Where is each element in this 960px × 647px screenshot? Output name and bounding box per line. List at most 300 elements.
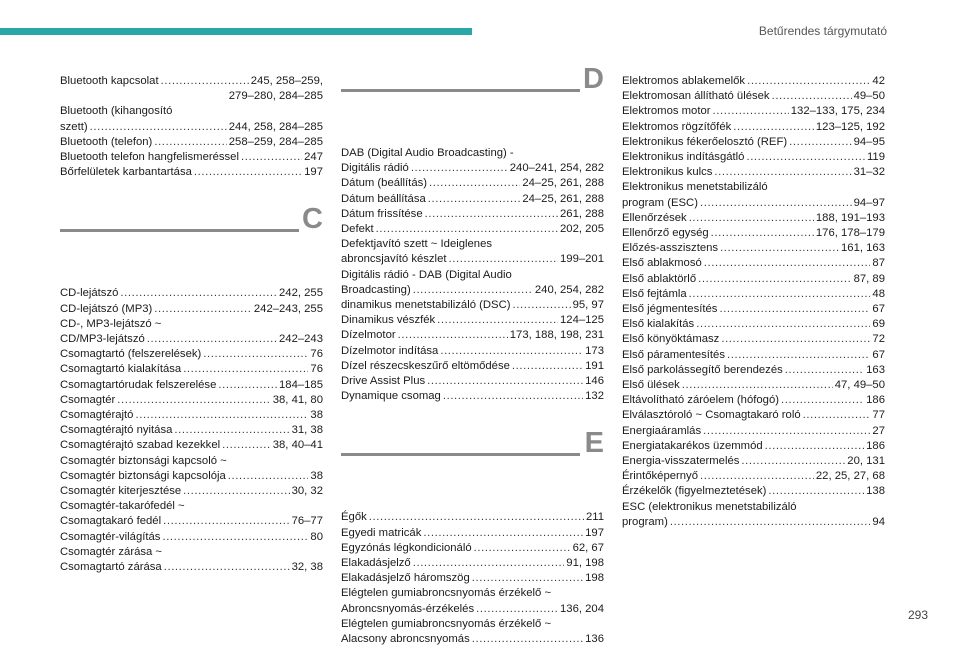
index-term: Bluetooth (kihangosító (60, 105, 173, 118)
dot-leader (376, 222, 558, 237)
dot-leader (727, 348, 870, 363)
index-term: Bluetooth kapcsolat (60, 75, 159, 87)
index-entry-line (60, 135, 323, 150)
index-entry-line (341, 268, 604, 283)
dot-leader (768, 484, 864, 499)
index-entry (60, 484, 323, 499)
index-page-refs: 67 (872, 348, 885, 361)
index-entry-line (622, 500, 885, 515)
index-page-refs: 27 (872, 424, 885, 437)
index-term: Ellenőrzések (622, 211, 687, 224)
index-entry (341, 313, 604, 328)
index-page-refs: 202, 205 (560, 223, 604, 236)
index-term: dinamikus menetstabilizáló (DSC) (341, 299, 511, 312)
index-page-refs: 94–95 (853, 135, 885, 148)
index-term: Dátum frissítése (341, 207, 423, 220)
index-page-refs: 132–133, 175, 234 (790, 105, 885, 118)
index-page-refs: 77 (872, 409, 885, 422)
index-page-refs: 136, 204 (560, 602, 604, 615)
index-page-refs: 76–77 (291, 515, 323, 528)
index-page-refs: 184–185 (279, 378, 323, 391)
index-term: Elektronikus indításgátló (622, 151, 745, 164)
index-page-refs: 24–25, 261, 288 (522, 192, 604, 205)
index-term: Elektronikus menetstabilizáló (622, 181, 768, 194)
index-page-refs: 67 (872, 303, 885, 316)
index-entry (60, 286, 323, 301)
index-term: Dízelmotor indítása (341, 344, 439, 357)
index-page-refs: 247 (304, 151, 323, 164)
dot-leader (700, 196, 852, 211)
index-entry-line (622, 439, 885, 454)
dot-leader (512, 359, 583, 374)
index-entry-line (622, 363, 885, 378)
dot-leader (183, 484, 289, 499)
index-term: Csomagtér-világítás (60, 530, 161, 543)
index-term: Elektronikus fékerőelosztó (REF) (622, 135, 788, 148)
index-entry-line (622, 211, 885, 226)
index-entry-line (622, 135, 885, 150)
index-term: Elakadásjelző háromszög (341, 572, 470, 585)
index-page-refs: 91, 198 (566, 557, 604, 570)
index-entry-line (341, 526, 604, 541)
index-page-refs: 94–97 (853, 196, 885, 209)
index-term: Csomagtér (60, 393, 116, 406)
index-entry (622, 89, 885, 104)
index-entry-line (60, 347, 323, 362)
index-entry-line (60, 302, 323, 317)
index-entry (622, 120, 885, 135)
index-entry (341, 556, 604, 571)
index-entry-line (622, 287, 885, 302)
dot-leader (721, 332, 870, 347)
index-page-refs: 211 (585, 511, 604, 524)
index-entry-line (622, 408, 885, 423)
index-term: Dízel részecskeszűrő eltömődése (341, 359, 510, 372)
index-term: Csomagtartórudak felszerelése (60, 378, 217, 391)
index-entry (622, 332, 885, 347)
index-entry-line (622, 302, 885, 317)
dot-leader (670, 515, 871, 530)
index-entry-line (622, 484, 885, 499)
index-entry (622, 135, 885, 150)
index-page-refs: 48 (872, 287, 885, 300)
index-entry-line (341, 252, 604, 267)
index-page-refs: 136 (585, 633, 604, 646)
index-entry (622, 256, 885, 271)
index-entry-line (622, 469, 885, 484)
index-entry-line (341, 617, 604, 632)
index-term: Elégtelen gumiabroncsnyomás érzékelő ~ (341, 587, 552, 600)
index-entry (622, 469, 885, 484)
index-term: Defektjavító szett ~ Ideiglenes (341, 238, 493, 251)
dot-leader (700, 469, 814, 484)
index-page-refs: 186 (866, 439, 885, 452)
dot-leader (789, 135, 851, 150)
index-page-refs: 161, 163 (841, 242, 885, 255)
index-page-refs: 22, 25, 27, 68 (815, 470, 885, 483)
index-term: Érintőképernyő (622, 470, 698, 483)
index-entry-line (60, 378, 323, 393)
index-term: Csomagtartó kialakítása (60, 363, 182, 376)
index-entry (60, 408, 323, 423)
dot-leader (222, 438, 271, 453)
index-entry-line (622, 74, 885, 89)
index-term: Bőrfelületek karbantartása (60, 166, 192, 179)
index-page-refs: 197 (304, 166, 323, 179)
index-column-2 (341, 63, 604, 647)
index-entry-line (622, 256, 885, 271)
index-entry (341, 526, 604, 541)
index-entry-line (60, 104, 323, 119)
index-column-1 (60, 74, 323, 575)
index-entry (60, 499, 323, 529)
dot-leader (474, 541, 571, 556)
index-page-refs: 94 (872, 515, 885, 528)
index-entry-line (60, 74, 323, 89)
index-page-refs: 188, 191–193 (815, 211, 885, 224)
index-page-refs: 245, 258–259, (250, 75, 323, 87)
index-term: Elektromos motor (622, 105, 711, 118)
page-header-title: Betűrendes tárgymutató (758, 24, 887, 38)
index-page-refs: 24–25, 261, 288 (522, 177, 604, 190)
index-entry (622, 211, 885, 226)
index-term: Dátum (beállítás) (341, 177, 428, 190)
index-entry-line (341, 556, 604, 571)
index-entry-line (341, 389, 604, 404)
index-term: Égők (341, 511, 367, 524)
dot-leader (704, 256, 871, 271)
index-entry-line (341, 176, 604, 191)
index-entry-line (60, 332, 323, 347)
index-term: CD/MP3-lejátszó (60, 333, 145, 346)
index-page-refs: 32, 38 (291, 561, 323, 574)
index-term: CD-, MP3-lejátszó ~ (60, 317, 162, 330)
index-entry (622, 165, 885, 180)
index-entry (622, 454, 885, 469)
index-entry-line (60, 89, 323, 104)
index-term: Csomagtérajtó nyitása (60, 424, 173, 437)
dot-leader (711, 226, 814, 241)
index-entry (60, 545, 323, 575)
index-entry (622, 439, 885, 454)
index-term: Energia-visszatermelés (622, 455, 740, 468)
index-term: Elektromosan állítható ülések (622, 90, 770, 103)
index-page-refs: 42 (872, 75, 885, 87)
index-entry (60, 438, 323, 453)
index-page-refs: 31–32 (853, 166, 885, 179)
index-term: Digitális rádió - DAB (Digital Audio (341, 268, 512, 281)
index-entry-line (341, 510, 604, 525)
index-group-b (60, 74, 323, 180)
index-term: Első páramentesítés (622, 348, 725, 361)
index-entry-line (60, 120, 323, 135)
index-entry-line (341, 328, 604, 343)
dot-leader (398, 328, 508, 343)
index-page-refs: 38 (310, 469, 323, 482)
index-page-refs: 242, 255 (279, 287, 323, 300)
index-term: Első parkolássegítő berendezés (622, 363, 783, 376)
index-term: Csomagtartó zárása (60, 561, 162, 574)
index-page-refs: 69 (872, 318, 885, 331)
index-entry (622, 500, 885, 530)
index-page-refs: 47, 49–50 (834, 379, 885, 392)
section-letter: E (584, 427, 604, 460)
index-term: abroncsjavító készlet (341, 253, 447, 266)
index-entry (341, 571, 604, 586)
index-term: Energiatakarékos üzemmód (622, 439, 763, 452)
index-term: Dátum beállítása (341, 192, 426, 205)
index-term: Abroncsnyomás-érzékelés (341, 602, 475, 615)
index-page-refs: 163 (866, 363, 885, 376)
index-entry-line (341, 374, 604, 389)
index-group-c (60, 286, 323, 575)
dot-leader (427, 374, 583, 389)
index-entry (341, 359, 604, 374)
dot-leader (154, 135, 226, 150)
index-entry-line (622, 150, 885, 165)
index-entry (341, 374, 604, 389)
index-term: Elégtelen gumiabroncsnyomás érzékelő ~ (341, 617, 552, 630)
index-term: CD-lejátszó (60, 287, 119, 300)
index-term: Dynamique csomag (341, 390, 441, 403)
index-page-refs: 173 (585, 344, 604, 357)
dot-leader (747, 74, 870, 89)
index-entry (622, 317, 885, 332)
dot-leader (733, 120, 814, 135)
index-entry-line (341, 207, 604, 222)
index-entry (60, 302, 323, 317)
index-entry (622, 241, 885, 256)
index-term: Csomagtér biztonsági kapcsoló ~ (60, 454, 227, 467)
index-page-refs: 38 (310, 409, 323, 422)
index-term: DAB (Digital Audio Broadcasting) - (341, 147, 514, 159)
index-entry (341, 510, 604, 525)
index-entry (60, 104, 323, 134)
index-entry-line (341, 586, 604, 601)
index-term: program) (622, 515, 668, 528)
index-entry (622, 226, 885, 241)
index-entry-line (622, 393, 885, 408)
dot-leader (194, 165, 302, 180)
index-term: Csomagtér zárása ~ (60, 545, 163, 558)
dot-leader (413, 556, 565, 571)
index-entry-line (60, 165, 323, 180)
index-page-refs: 242–243, 255 (253, 302, 323, 315)
index-entry (60, 150, 323, 165)
index-entry-line (60, 408, 323, 423)
index-entry (622, 424, 885, 439)
dot-leader (428, 192, 521, 207)
index-term: Drive Assist Plus (341, 375, 426, 388)
index-term: CD-lejátszó (MP3) (60, 302, 153, 315)
index-entry (60, 393, 323, 408)
index-entry (341, 298, 604, 313)
index-entry (341, 541, 604, 556)
section-letter: C (302, 203, 323, 236)
index-entry-line (341, 541, 604, 556)
index-entry-line (622, 378, 885, 393)
index-entry (622, 287, 885, 302)
index-entry-line (341, 237, 604, 252)
index-page-refs: 123–125, 192 (815, 120, 885, 133)
index-term: Ellenőrző egység (622, 227, 709, 240)
index-entry-line (622, 317, 885, 332)
section-divider-d (341, 63, 604, 126)
index-entry (622, 74, 885, 89)
dot-leader (425, 207, 558, 222)
index-entry-line (622, 515, 885, 530)
index-page-refs: 38, 41, 80 (272, 393, 323, 406)
index-entry (341, 328, 604, 343)
index-page-refs: 95, 97 (572, 299, 604, 312)
index-entry-line (341, 344, 604, 359)
index-entry (60, 317, 323, 347)
dot-leader (785, 363, 864, 378)
index-term: Csomagtér-takarófedél ~ (60, 500, 185, 513)
index-entry-line (60, 469, 323, 484)
dot-leader (413, 283, 533, 298)
index-entry-line (341, 571, 604, 586)
index-page-refs: 30, 32 (291, 485, 323, 498)
index-page-refs: 138 (866, 485, 885, 498)
dot-leader (719, 302, 870, 317)
index-entry-line (622, 180, 885, 195)
index-term: Defekt (341, 223, 374, 236)
index-entry (622, 150, 885, 165)
index-term: Egyzónás légkondicionáló (341, 541, 472, 554)
index-entry (341, 207, 604, 222)
dot-leader (135, 408, 308, 423)
index-entry-line (341, 161, 604, 176)
dot-leader (513, 298, 571, 313)
index-entry (60, 165, 323, 180)
index-entry (622, 104, 885, 119)
index-page-refs: 198 (585, 572, 604, 585)
section-divider-e (341, 427, 604, 490)
index-term: Első fejtámla (622, 287, 687, 300)
index-page-refs: 80 (310, 530, 323, 543)
index-entry (341, 268, 604, 298)
index-term: Csomagtér kiterjesztése (60, 485, 182, 498)
index-entry (341, 389, 604, 404)
index-entry (622, 393, 885, 408)
dot-leader (162, 530, 308, 545)
dot-leader (423, 526, 583, 541)
index-page-refs: 49–50 (853, 90, 885, 103)
index-page-refs: 191 (585, 359, 604, 372)
index-term: Előzés-asszisztens (622, 242, 719, 255)
index-entry (341, 222, 604, 237)
index-term: Bluetooth (telefon) (60, 135, 153, 148)
index-entry-line (622, 454, 885, 469)
dot-leader (163, 514, 289, 529)
index-page-refs: 76 (310, 348, 323, 361)
index-term: Első kialakítás (622, 318, 695, 331)
index-page-refs: 87, 89 (853, 272, 885, 285)
index-term: ESC (elektronikus menetstabilizáló (622, 500, 797, 513)
index-entry (60, 423, 323, 438)
index-entry-line (622, 196, 885, 211)
index-entry-line (60, 286, 323, 301)
index-page-refs: 72 (872, 333, 885, 346)
dot-leader (241, 150, 302, 165)
dot-leader (440, 344, 583, 359)
index-entry-line (622, 348, 885, 363)
index-entry-line (622, 89, 885, 104)
index-entry (60, 135, 323, 150)
dot-leader (689, 211, 814, 226)
index-entry-line (60, 362, 323, 377)
dot-leader (781, 393, 864, 408)
section-divider-c (60, 203, 323, 266)
dot-leader (449, 252, 559, 267)
accent-bar (0, 28, 472, 35)
index-page-refs: 199–201 (560, 253, 604, 266)
index-entry-line (622, 226, 885, 241)
index-term: Elektromos ablakemelők (622, 75, 746, 87)
dot-leader (161, 74, 249, 89)
index-column-3 (622, 74, 885, 530)
index-entry-line (60, 484, 323, 499)
dot-leader (443, 389, 583, 404)
index-entry (341, 192, 604, 207)
dot-leader (703, 424, 870, 439)
index-entry (622, 348, 885, 363)
dot-leader (228, 469, 309, 484)
index-term: Elválasztóroló ~ Csomagtakaró roló (622, 409, 801, 422)
index-entry (60, 74, 323, 104)
index-term: Csomagtérajtó (60, 409, 134, 422)
index-entry-line (60, 438, 323, 453)
index-term: Csomagtérajtó szabad kezekkel (60, 439, 221, 452)
index-term: Dízelmotor (341, 329, 396, 342)
index-page-refs: 186 (866, 394, 885, 407)
index-entry (341, 617, 604, 647)
index-entry (622, 272, 885, 287)
index-entry-line (622, 241, 885, 256)
dot-leader (472, 571, 583, 586)
index-page-refs: 124–125 (560, 314, 604, 327)
section-rule (341, 453, 580, 456)
index-term: program (ESC) (622, 196, 698, 209)
index-entry-line (60, 423, 323, 438)
dot-leader (218, 378, 277, 393)
index-page-refs: 31, 38 (291, 424, 323, 437)
index-entry (622, 180, 885, 210)
index-entry (60, 347, 323, 362)
index-term: Dinamikus vészfék (341, 314, 436, 327)
index-entry (622, 484, 885, 499)
dot-leader (741, 454, 845, 469)
index-term: Bluetooth telefon hangfelismeréssel (60, 151, 239, 164)
index-entry-line (622, 165, 885, 180)
dot-leader (154, 302, 252, 317)
page-number: 293 (907, 608, 928, 622)
dot-leader (147, 332, 277, 347)
index-entry (622, 378, 885, 393)
dot-leader (720, 241, 839, 256)
dot-leader (411, 161, 508, 176)
index-entry (60, 378, 323, 393)
dot-leader (120, 286, 277, 301)
index-entry-line (60, 454, 323, 469)
index-page-refs: 242–243 (279, 333, 323, 346)
dot-leader (174, 423, 289, 438)
index-term: Első jégmentesítés (622, 303, 718, 316)
index-term: Első ablakmosó (622, 257, 702, 270)
index-entry-line (622, 120, 885, 135)
dot-leader (369, 510, 584, 525)
